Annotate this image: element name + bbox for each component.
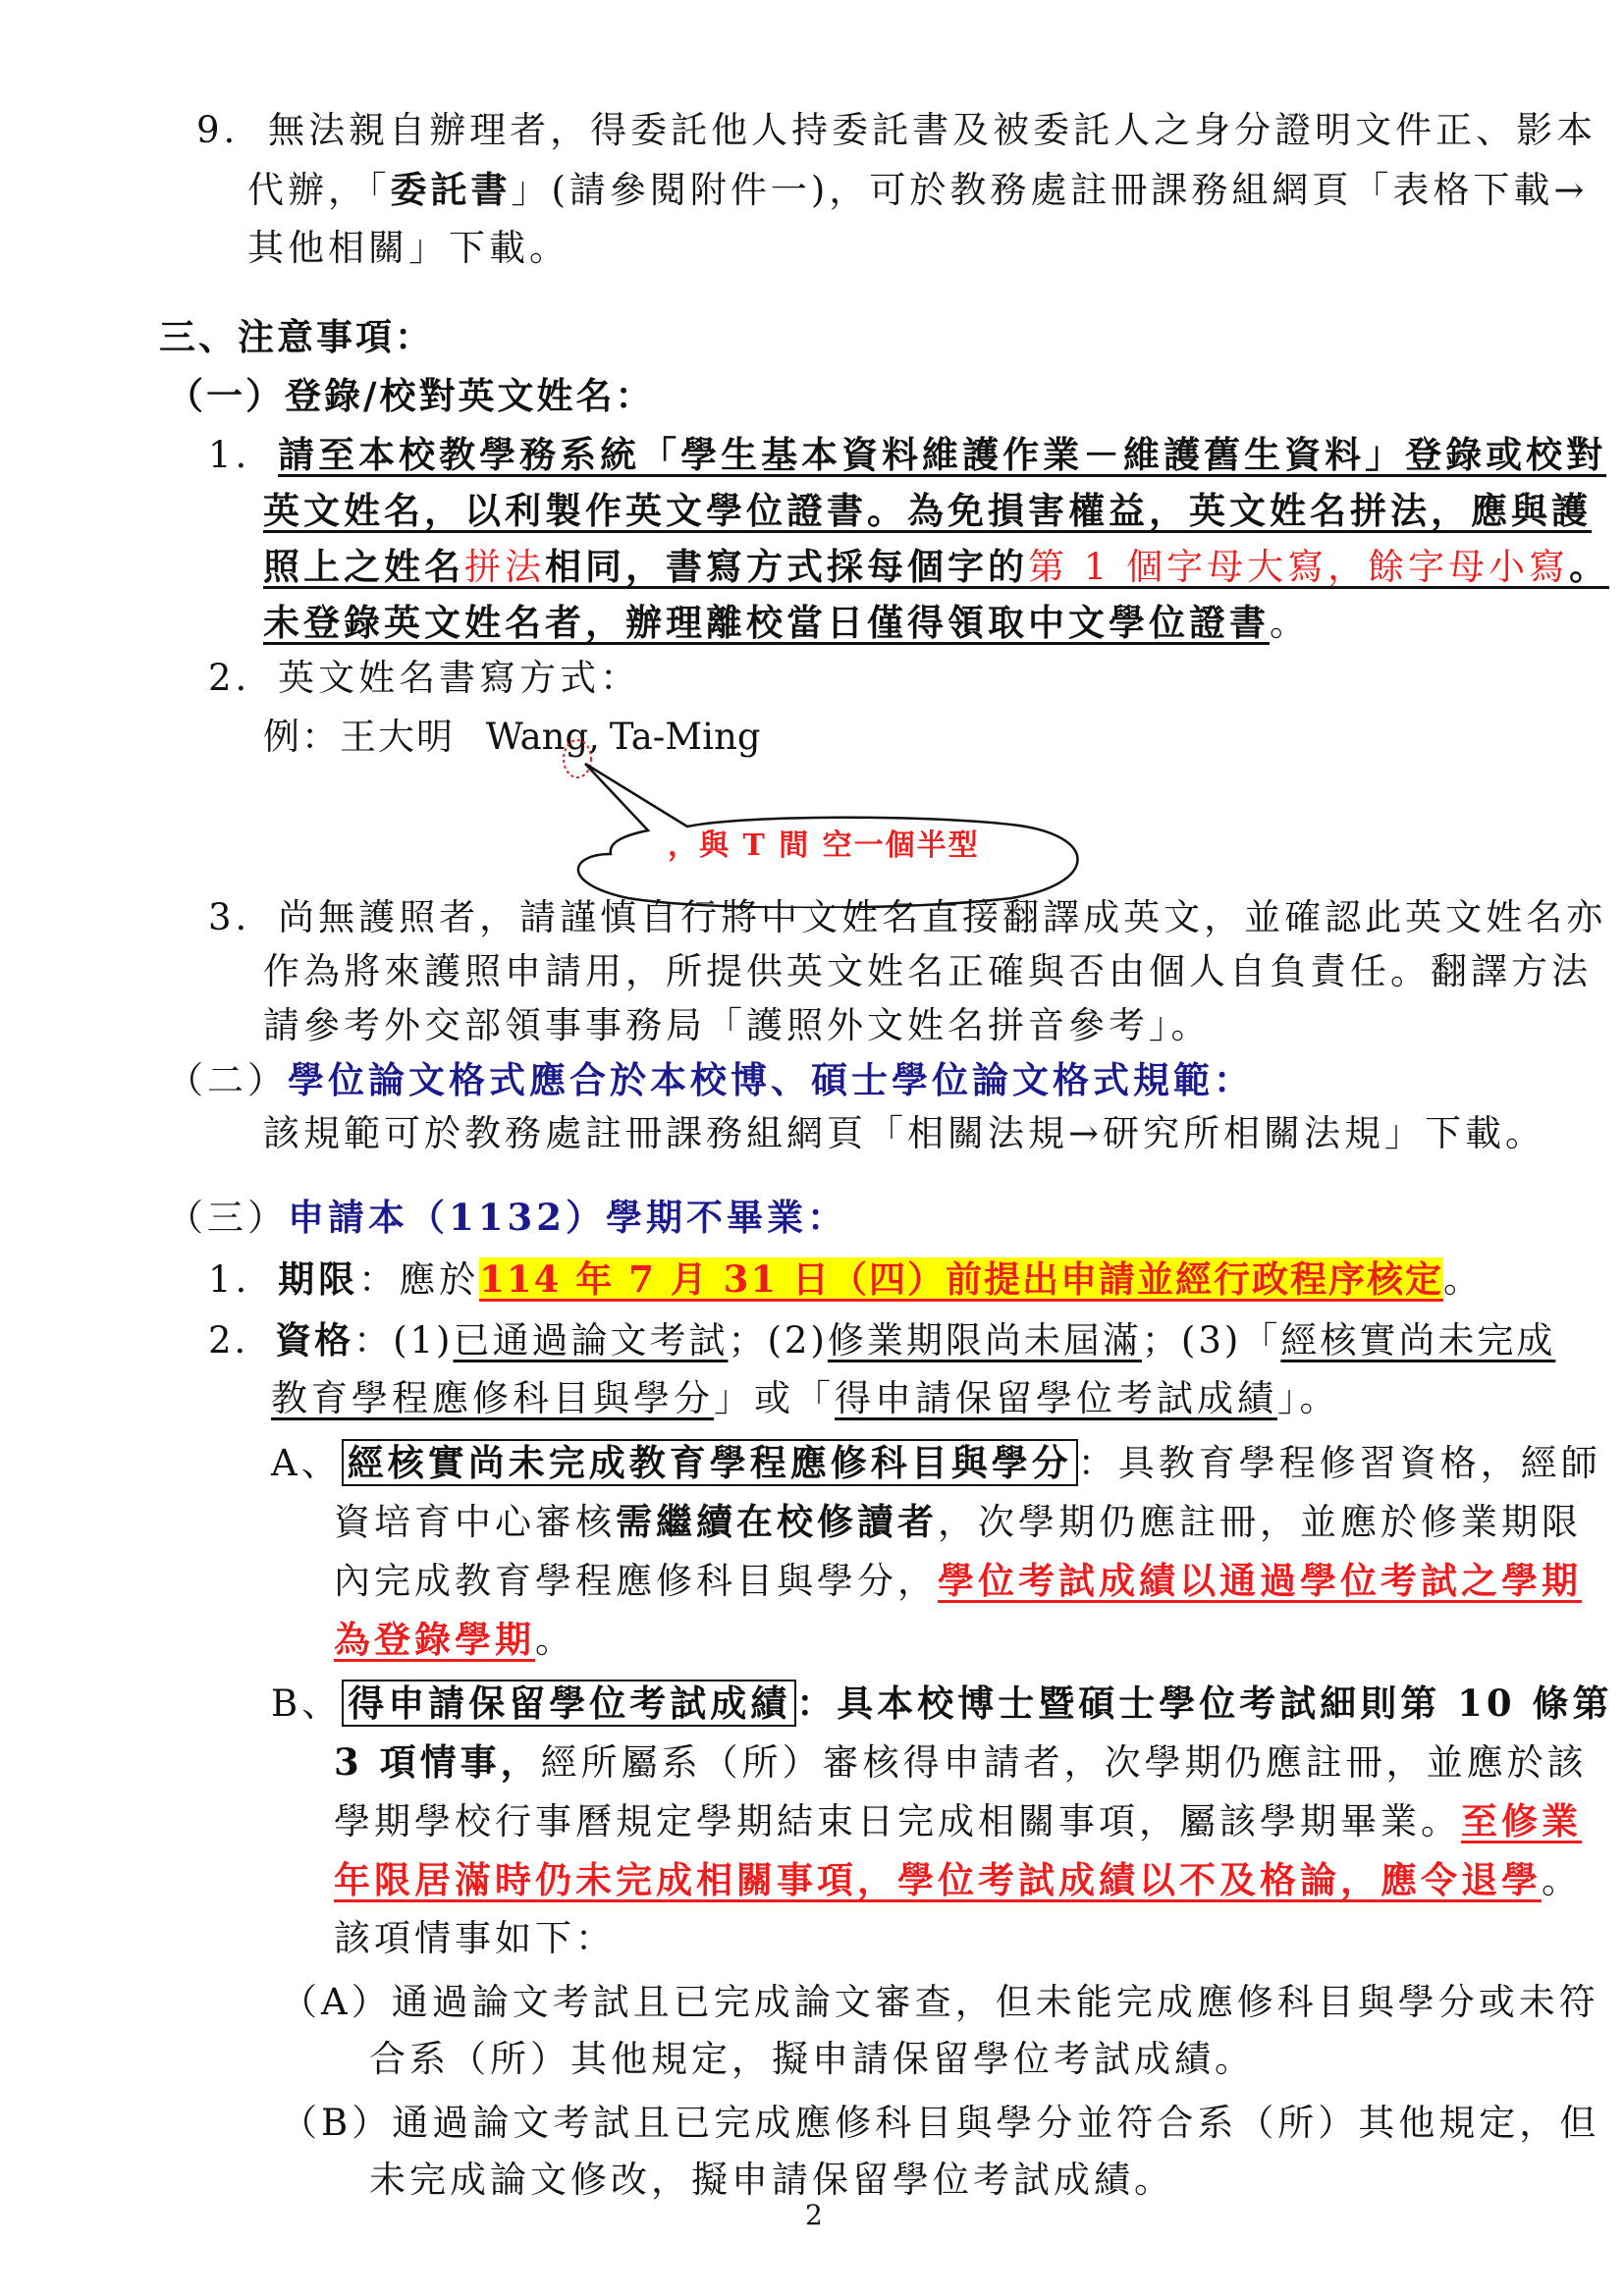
itemB-line3: 學期學校行事曆規定學期結束日完成相關事項，屬該學期畢業。至修業 — [334, 1799, 1582, 1842]
sub1-item3-line1: 3. 尚無護照者，請謹慎自行將中文姓名直接翻譯成英文，並確認此英文姓名亦 — [208, 896, 1607, 938]
page-number: 2 — [805, 2199, 823, 2231]
item9-line2: 代辦，「委託書」(請參閱附件一)，可於教務處註冊課務組網頁「表格下載→ — [247, 168, 1589, 211]
sub1-item1-line1: 1. 請至本校教學務系統「學生基本資料維護作業－維護舊生資料」登錄或校對 — [208, 433, 1607, 476]
subB-line2: 未完成論文修改，擬申請保留學位考試成績。 — [369, 2159, 1174, 2201]
section3-title: 三、注意事項： — [159, 315, 434, 358]
itemB-line5: 該項情事如下： — [334, 1917, 616, 1959]
itemA-line1: A、 經核實尚未完成教育學程應修科目與學分 ：具教育學程修習資格，經師 — [271, 1441, 1601, 1484]
sub3-item2-line1: 2. 資格：(1)已通過論文考試；(2)修業期限尚未屆滿；(3)「經核實尚未完成 — [208, 1318, 1556, 1362]
sub1-item1-line4: 未登錄英文姓名者，辦理離校當日僅得領取中文學位證書。 — [263, 601, 1310, 644]
space-marker-circle — [564, 740, 591, 777]
deadline-highlight: 114 年 7 月 31 日（四）前提出申請並經行政程序核定 — [479, 1257, 1443, 1301]
sub3-title: （三）申請本（1132）學期不畢業： — [167, 1196, 847, 1239]
itemB-line2: 3 項情事，經所屬系（所）審核得申請者，次學期仍應註冊，並應於該 — [334, 1740, 1588, 1784]
sub2-title: （二）學位論文格式應合於本校博、碩士學位論文格式規範： — [167, 1058, 1254, 1101]
itemA-line4: 為登錄學期。 — [334, 1618, 575, 1661]
subA-line1: （A）通過論文考試且已完成論文審查，但未能完成應修科目與學分或未符 — [281, 1981, 1599, 2023]
itemB-line1: B、 得申請保留學位考試成績 ：具本校博士暨碩士學位考試細則第 10 條第 — [271, 1682, 1613, 1725]
power-of-attorney-term: 委託書 — [390, 168, 512, 211]
item9-number: 9. — [196, 109, 240, 151]
sub2-line1: 該規範可於教務處註冊課務組網頁「相關法規→研究所相關法規」下載。 — [263, 1112, 1545, 1154]
itemA-line2: 資培育中心審核需繼續在校修讀者，次學期仍應註冊，並應於修業期限 — [334, 1500, 1582, 1543]
sub1-item2-line1: 2. 英文姓名書寫方式： — [208, 657, 641, 699]
sub3-item2-line2: 教育學程應修科目與學分」或「得申請保留學位考試成績」。 — [271, 1377, 1340, 1419]
itemA-boxed-title: 經核實尚未完成教育學程應修科目與學分 — [342, 1439, 1078, 1486]
sub1-item3-line2: 作為將來護照申請用，所提供英文姓名正確與否由個人自負責任。翻譯方法 — [263, 950, 1592, 992]
itemB-line4: 年限居滿時仍未完成相關事項，學位考試成績以不及格論，應令退學。 — [334, 1858, 1582, 1901]
sub1-title: （一）登錄/校對英文姓名： — [167, 374, 655, 417]
sub1-item1-line2: 英文姓名，以利製作英文學位證書。為免損害權益，英文姓名拼法，應與護 — [263, 489, 1592, 532]
sub1-item3-line3: 請參考外交部領事事務局「護照外文姓名拼音參考」。 — [263, 1004, 1212, 1046]
itemB-boxed-title: 得申請保留學位考試成績 — [342, 1680, 796, 1727]
sub1-item2-example: 例：王大明 Wang, Ta-Ming — [263, 716, 761, 758]
callout-text: ，與 T 間 空一個半型 — [668, 828, 980, 863]
subA-line2: 合系（所）其他規定，擬申請保留學位考試成績。 — [369, 2038, 1255, 2080]
itemA-line3: 內完成教育學程應修科目與學分，學位考試成績以通過學位考試之學期 — [334, 1559, 1582, 1602]
sub3-item1: 1. 期限：應於114 年 7 月 31 日（四）前提出申請並經行政程序核定。 — [208, 1257, 1484, 1301]
item9-line3: 其他相關」下載。 — [247, 227, 569, 269]
sub1-item1-line3: 照上之姓名拼法相同，書寫方式採每個字的第 1 個字母大寫，餘字母小寫。 — [263, 545, 1610, 588]
subB-line1: （B）通過論文考試且已完成應修科目與學分並符合系（所）其他規定，但 — [281, 2102, 1600, 2144]
item9-line1: 9. 無法親自辦理者，得委託他人持委託書及被委託人之身分證明文件正、影本 — [196, 109, 1597, 151]
